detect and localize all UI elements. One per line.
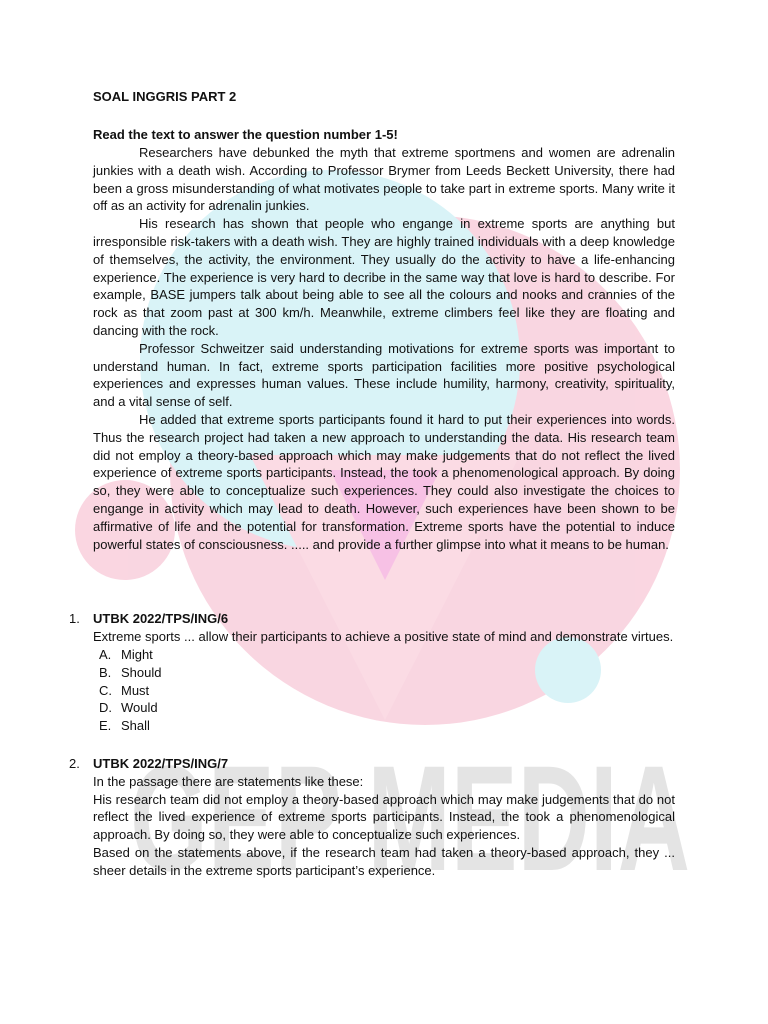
option-letter: B.	[99, 664, 112, 680]
option-text: Should	[121, 664, 162, 680]
question-code: UTBK 2022/TPS/ING/6	[93, 611, 229, 627]
answer-option[interactable]	[99, 682, 675, 700]
question-2	[69, 755, 675, 880]
option-letter: A.	[99, 646, 112, 662]
passage-paragraph: Researchers have debunked the myth that extreme sportmens and women are adrenalin junkies with a death wish. According to Professor Brymer from Leeds Beckett University, there had been a gross misunderstanding of what motivates people to take part in extreme sports. Many write it off as an activity for adrenalin junkies.	[93, 145, 675, 214]
question-quote: His research team did not employ a theory-based approach which may make judgements that do not reflect the lived experience of extreme sports participants. Instead, the took a phenomenological approach. By doing so, they were able to conceptualize such experiences.	[93, 791, 675, 843]
answer-option[interactable]	[99, 717, 675, 735]
option-letter: C.	[99, 682, 112, 698]
option-letter: D.	[99, 700, 112, 716]
document-title: SOAL INGGRIS PART 2	[93, 89, 237, 104]
option-text: Might	[121, 646, 153, 662]
option-text: Must	[121, 682, 150, 698]
question-1	[69, 610, 675, 735]
answer-option[interactable]	[99, 646, 675, 664]
passage-paragraph: He added that extreme sports participants found it hard to put their experiences into words. Thus the research project had taken a new approach to understanding the data. His research team did not employ a theory-based approach which may make judgements that do not reflect the lived experience of extreme sports participants. Instead, the took a phenomenological approach. By doing so, they were able to conceptualize such experiences. They could also investigate the choices to engange in activity which may lead to death. However, such experiences have been shown to be affirmative of life and the potential for transformation. Extreme sports have the potential to induce powerful states of consciousness. ..... and provide a further glimpse into what it means to be human.	[93, 411, 675, 552]
answer-option[interactable]	[99, 664, 675, 682]
question-code: UTBK 2022/TPS/ING/7	[93, 755, 229, 771]
answer-options	[93, 646, 675, 735]
passage-paragraph: His research has shown that people who engange in extreme sports are anything but irresponsible risk-takers with a death wish. They are highly trained individuals with a deep knowledge of themselves, the activity, the environment. They usually do the activity to have a life-enhancing experience. The experience is very hard to decribe in the same way that love is hard to describe. For example, BASE jumpers talk about being able to see all the colours and nooks and crannies of the rock as that zoom past at 300 km/h. Meanwhile, extreme climbers feel like they are floating and dancing with the rock.	[93, 216, 675, 338]
option-text: Shall	[121, 718, 150, 734]
option-letter: E.	[99, 718, 112, 734]
document-page	[69, 88, 675, 899]
question-prompt: Based on the statements above, if the research team had taken a theory-based approach, they ... sheer details in the extreme sports participant’s experience.	[93, 844, 675, 878]
passage-paragraph: Professor Schweitzer said understanding motivations for extreme sports was important to understand human. In fact, extreme sports participation facilities more positive psychological experiences and expresses human values. These include humility, harmony, creativity, spirituality, and a vital sense of self.	[93, 340, 675, 410]
instruction: Read the text to answer the question number 1-5!	[93, 127, 398, 142]
answer-option[interactable]	[99, 699, 675, 717]
question-text: In the passage there are statements like these:	[93, 773, 364, 789]
reading-passage	[93, 144, 675, 553]
question-text: Extreme sports ... allow their participants to achieve a positive state of mind and demonstrate virtues.	[93, 629, 674, 645]
watermark-text: GEP MEDIA	[130, 734, 690, 902]
question-number: 2.	[69, 755, 80, 771]
question-number: 1.	[69, 611, 80, 627]
option-text: Would	[121, 700, 158, 716]
question-list	[69, 610, 675, 879]
